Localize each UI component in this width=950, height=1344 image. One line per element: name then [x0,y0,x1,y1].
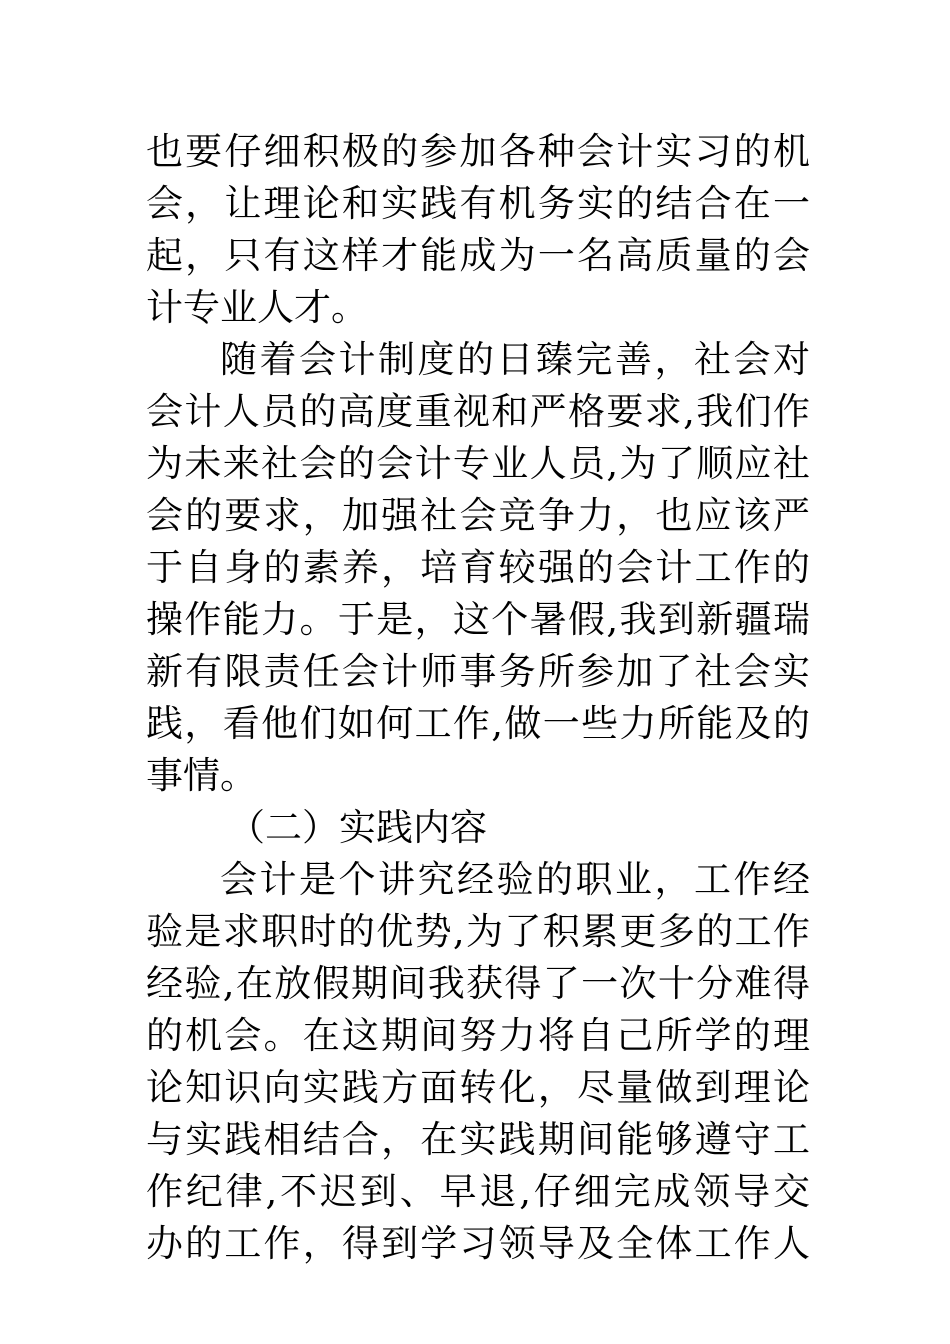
text-line: 验是求职时的优势,为了积累更多的工作 [146,910,810,953]
text-line: 操作能力。于是，这个暑假,我到新疆瑞 [146,598,810,641]
text-line: 作纪律,不迟到、早退,仔细完成领导交 [146,1170,810,1213]
text-line: 会计人员的高度重视和严格要求,我们作 [146,390,810,433]
text-line: 经验,在放假期间我获得了一次十分难得 [146,962,810,1005]
text-line: 也要仔细积极的参加各种会计实习的机 [146,130,810,173]
text-line: 的机会。在这期间努力将自己所学的理 [146,1014,810,1057]
text-line: 随着会计制度的日臻完善，社会对 [220,338,810,381]
text-line: 于自身的素养，培育较强的会计工作的 [146,546,810,589]
text-line: 会，让理论和实践有机务实的结合在一 [146,182,810,225]
text-line: 起，只有这样才能成为一名高质量的会 [146,234,810,277]
text-line: 为未来社会的会计专业人员,为了顺应社 [146,442,810,485]
text-line: 会计是个讲究经验的职业，工作经 [220,858,810,901]
section-heading: （二）实践内容 [228,806,487,849]
text-line: 会的要求，加强社会竞争力，也应该严 [146,494,810,537]
body-text [146,126,810,1270]
text-line: 办的工作，得到学习领导及全体工作人 [146,1222,810,1265]
text-line: 新有限责任会计师事务所参加了社会实 [146,650,810,693]
text-line: 践，看他们如何工作,做一些力所能及的 [146,702,810,745]
text-line: 计专业人才。 [146,286,368,329]
text-line: 论知识向实践方面转化，尽量做到理论 [146,1066,810,1109]
text-line: 事情。 [146,754,257,797]
text-line: 与实践相结合，在实践期间能够遵守工 [146,1118,810,1161]
